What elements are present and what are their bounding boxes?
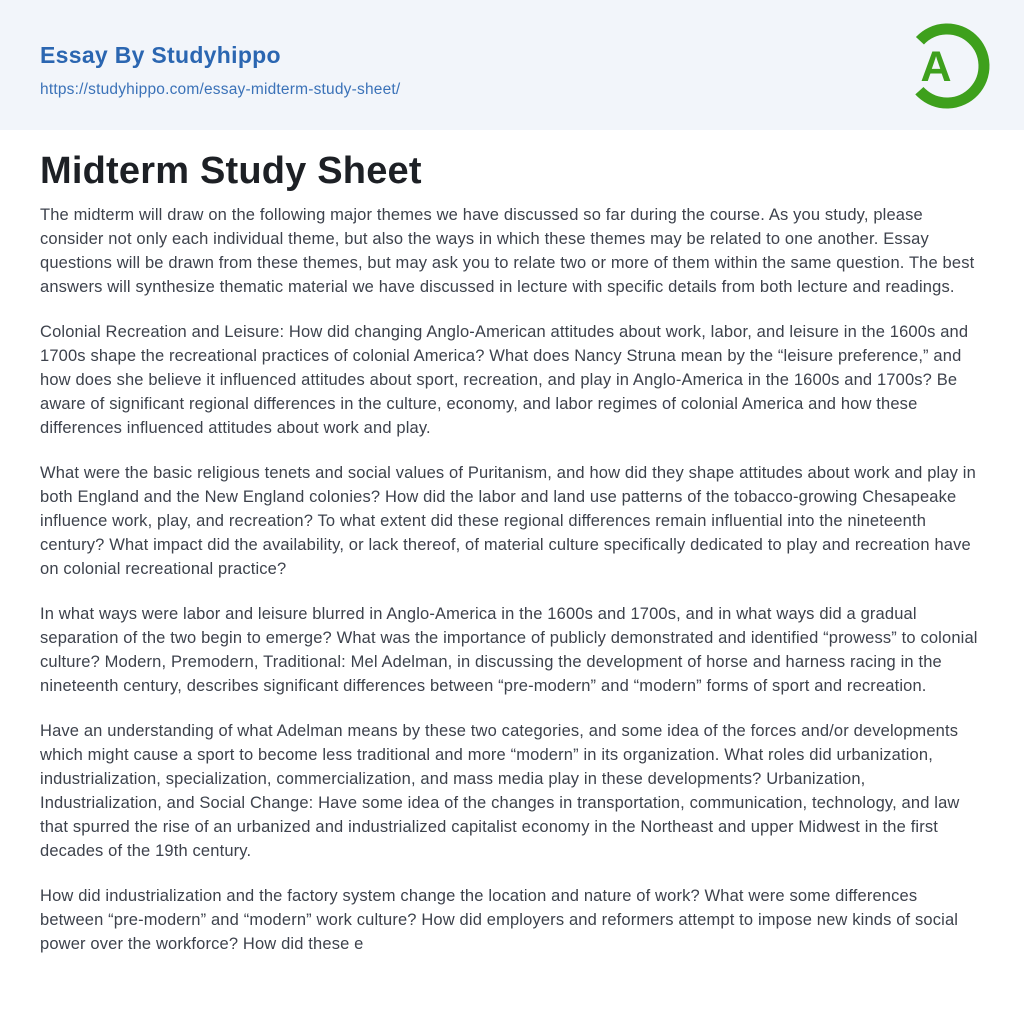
document-body (0, 150, 1024, 956)
logo-letter: A (920, 43, 952, 91)
paragraph-industrialization-truncated: How did industrialization and the factory system change the location and nature of work? What were some differences between “pre-modern” and “modern” work culture? How did employers and reformers attempt to impose new kinds of social power over the workforce? How did these e (40, 887, 959, 953)
paragraph-colonial-recreation: Colonial Recreation and Leisure: How did changing Anglo-American attitudes about work, labor, and leisure in the 1600s and 1700s shape the recreational practices of colonial America? What does Nancy Struna mean by the “leisure preference,” and how does she believe it influenced attitudes about sport, recreation, and play in Anglo-America in the 1600s and 1700s? Be aware of significant regional differences in the culture, economy, and labor regimes of colonial America and how these differences influenced attitudes about work and play. (40, 323, 969, 437)
paragraph-puritanism: What were the basic religious tenets and social values of Puritanism, and how did they shape attitudes about work and play in both England and the New England colonies? How did the labor and land use patterns of the tobacco-growing Chesapeake influence work, play, and recreation? To what extent did these regional differences remain influential into the nineteenth century? What impact did the availability, or lack thereof, of material culture specifically dedicated to play and recreation have on colonial recreational practice? (40, 464, 976, 578)
paragraph-intro: The midterm will draw on the following major themes we have discussed so far during the course. As you study, please consider not only each individual theme, but also the ways in which these themes may be related to one another. Essay questions will be drawn from these themes, but may ask you to relate two or more of them within the same question. The best answers will synthesize thematic material we have discussed in lecture with specific details from both lecture and readings. (40, 206, 975, 296)
page-header (0, 0, 1024, 130)
paragraph-adelman-categories: Have an understanding of what Adelman means by these two categories, and some idea of the forces and/or developments which might cause a sport to become less traditional and more “modern” in its organization. What roles did urbanization, industrialization, specialization, commercialization, and mass media play in these developments? Urbanization, Industrialization, and Social Change: Have some idea of the changes in transportation, communication, technology, and law that spurred the rise of an urbanized and industrialized capitalist economy in the Northeast and upper Midwest in the first decades of the 19th century. (40, 722, 960, 860)
source-url-link[interactable]: https://studyhippo.com/essay-midterm-study-sheet/ (40, 81, 401, 98)
studyhippo-logo-icon (904, 20, 990, 112)
page-title: Midterm Study Sheet (40, 150, 422, 192)
site-title: Essay By Studyhippo (40, 42, 281, 68)
paragraph-labor-leisure: In what ways were labor and leisure blurred in Anglo-America in the 1600s and 1700s, and in what ways did a gradual separation of the two begin to emerge? What was the importance of publicly demonstrated and identified “prowess” to colonial culture? Modern, Premodern, Traditional: Mel Adelman, in discussing the development of horse and harness racing in the nineteenth century, describes significant differences between “pre-modern” and “modern” forms of sport and recreation. (40, 605, 978, 695)
